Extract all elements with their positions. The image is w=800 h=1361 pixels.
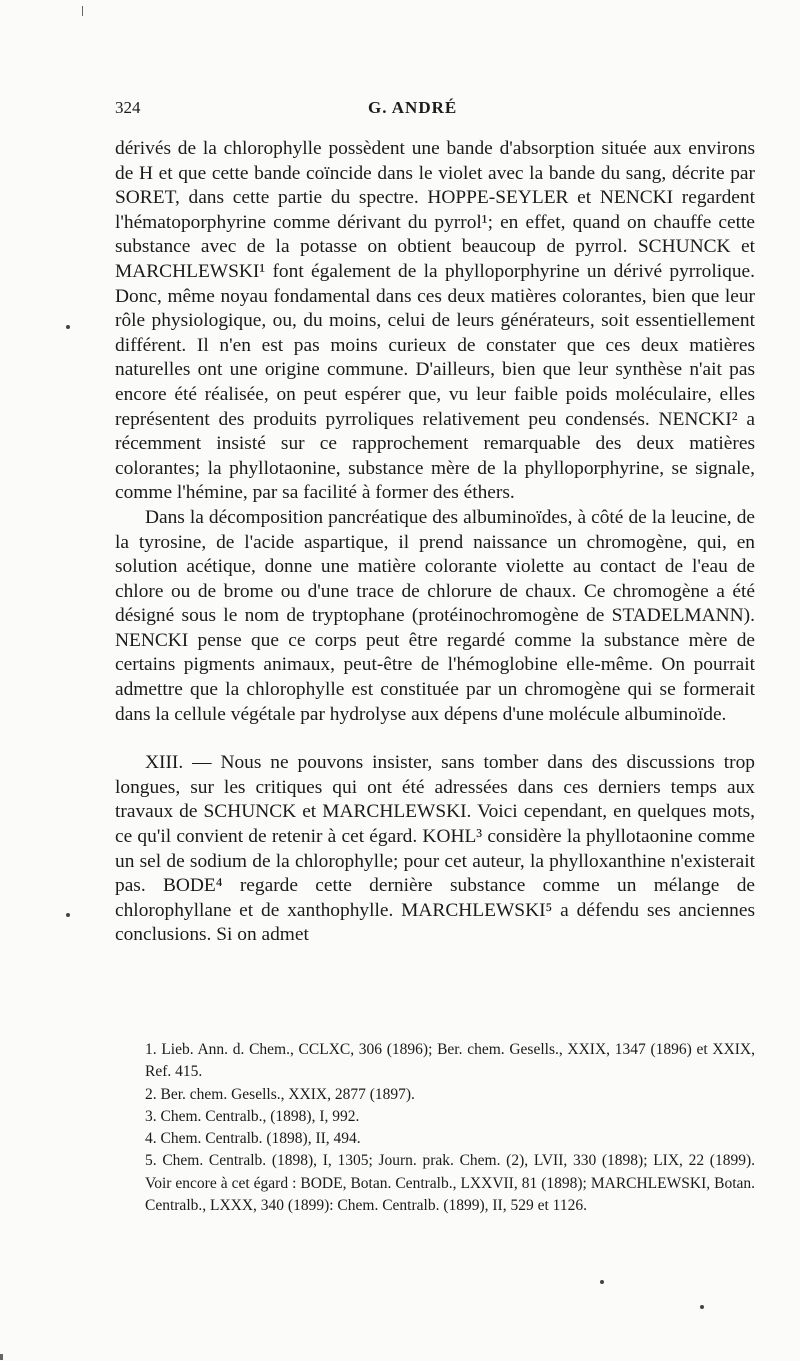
- footnote-2: 2. Ber. chem. Gesells., XXIX, 2877 (1897).: [145, 1085, 415, 1103]
- footnote-4: 4. Chem. Centralb. (1898), II, 494.: [145, 1130, 361, 1148]
- paragraph-tryptophane: Dans la décomposition pancréatique des albuminoïdes, à côté de la leucine, de la tyrosine, de l'acide aspartique, il prend naissance un chromogène, qui, en solution acétique, donne une matière colorante violette au contact de l'eau de chlore ou de brome ou d'une trace de chlorure de chaux. Ce chromogène a été désigné sous le nom de tryptophane (protéinochromogène de STADELMANN). NENCKI pense que ce corps peut être regardé comme la substance mère de certains pigments animaux, peut-être de l'hémoglobine elle-même. On pourrait admettre que la chlorophylle est constituée par un chromogène qui se formerait dans la cellule végétale par hydrolyse aux dépens d'une molécule albuminoïde.: [115, 506, 755, 725]
- page-header: [0, 98, 800, 122]
- margin-speck: [66, 325, 70, 329]
- footnote-1: 1. Lieb. Ann. d. Chem., CCLXC, 306 (1896); Ber. chem. Gesells., XXIX, 1347 (1896) et XXIX, Ref. 415.: [145, 1041, 755, 1081]
- margin-speck: [700, 1305, 704, 1309]
- margin-speck: [66, 913, 70, 917]
- footnote-5: 5. Chem. Centralb. (1898), I, 1305; Journ. prak. Chem. (2), LVII, 330 (1898); LIX, 22 (1899). Voir encore à cet égard : BODE, Botan. Centralb., LXXVII, 81 (1898); MARCHLEWSKI, Botan. Centralb., LXXX, 340 (1899): Chem. Centralb. (1899), II, 529 et 1126.: [145, 1152, 755, 1215]
- paragraph-continued: dérivés de la chlorophylle possèdent une bande d'absorption située aux environs de H et que cette bande coïncide dans le violet avec la bande du sang, décrite par SORET, dans cette partie du spectre. HOPPE-SEYLER et NENCKI regardent l'hématoporphyrine comme dérivant du pyrrol¹; en effet, quand on chauffe cette substance avec de la potasse on obtient beaucoup de pyrrol. SCHUNCK et MARCHLEWSKI¹ font également de la phylloporphyrine un dérivé pyrrolique. Donc, même noyau fondamental dans ces deux matières colorantes, bien que leur rôle physiologique, ou, du moins, celui de leurs générateurs, soit essentiellement différent. Il n'en est pas moins curieux de constater que ces deux matières naturelles ont une origine commune. D'ailleurs, bien que leur synthèse n'ait pas encore été réalisée, on peut espérer que, vu leur faible poids moléculaire, elles représentent des produits pyrroliques relativement peu condensés. NENCKI² a récemment insisté sur ce rapprochement remarquable des deux matières colorantes; la phyllotaonine, substance mère de la phylloporphyrine, se signale, comme l'hémine, par sa facilité à former des éthers.: [115, 138, 755, 504]
- scan-edge-mark: [82, 6, 83, 16]
- scan-edge-mark: [0, 1354, 3, 1360]
- footnotes: [115, 1039, 755, 1217]
- running-head: G. ANDRÉ: [368, 98, 458, 117]
- footnote-3: 3. Chem. Centralb., (1898), I, 992.: [145, 1107, 360, 1125]
- body-text: [115, 137, 755, 948]
- margin-speck: [600, 1280, 604, 1284]
- paragraph-section-xiii: XIII. — Nous ne pouvons insister, sans tomber dans des discussions trop longues, sur les critiques qui ont été adressées dans ces derniers temps aux travaux de SCHUNCK et MARCHLEWSKI. Voici cependant, en quelques mots, ce qu'il convient de retenir à cet égard. KOHL³ considère la phyllotaonine comme un sel de sodium de la chlorophylle; pour cet auteur, la phylloxanthine n'existerait pas. BODE⁴ regarde cette dernière substance comme un mélange de chlorophyllane et de xanthophylle. MARCHLEWSKI⁵ a défendu ses anciennes conclusions. Si on admet: [115, 752, 755, 946]
- page-number: 324: [115, 98, 141, 117]
